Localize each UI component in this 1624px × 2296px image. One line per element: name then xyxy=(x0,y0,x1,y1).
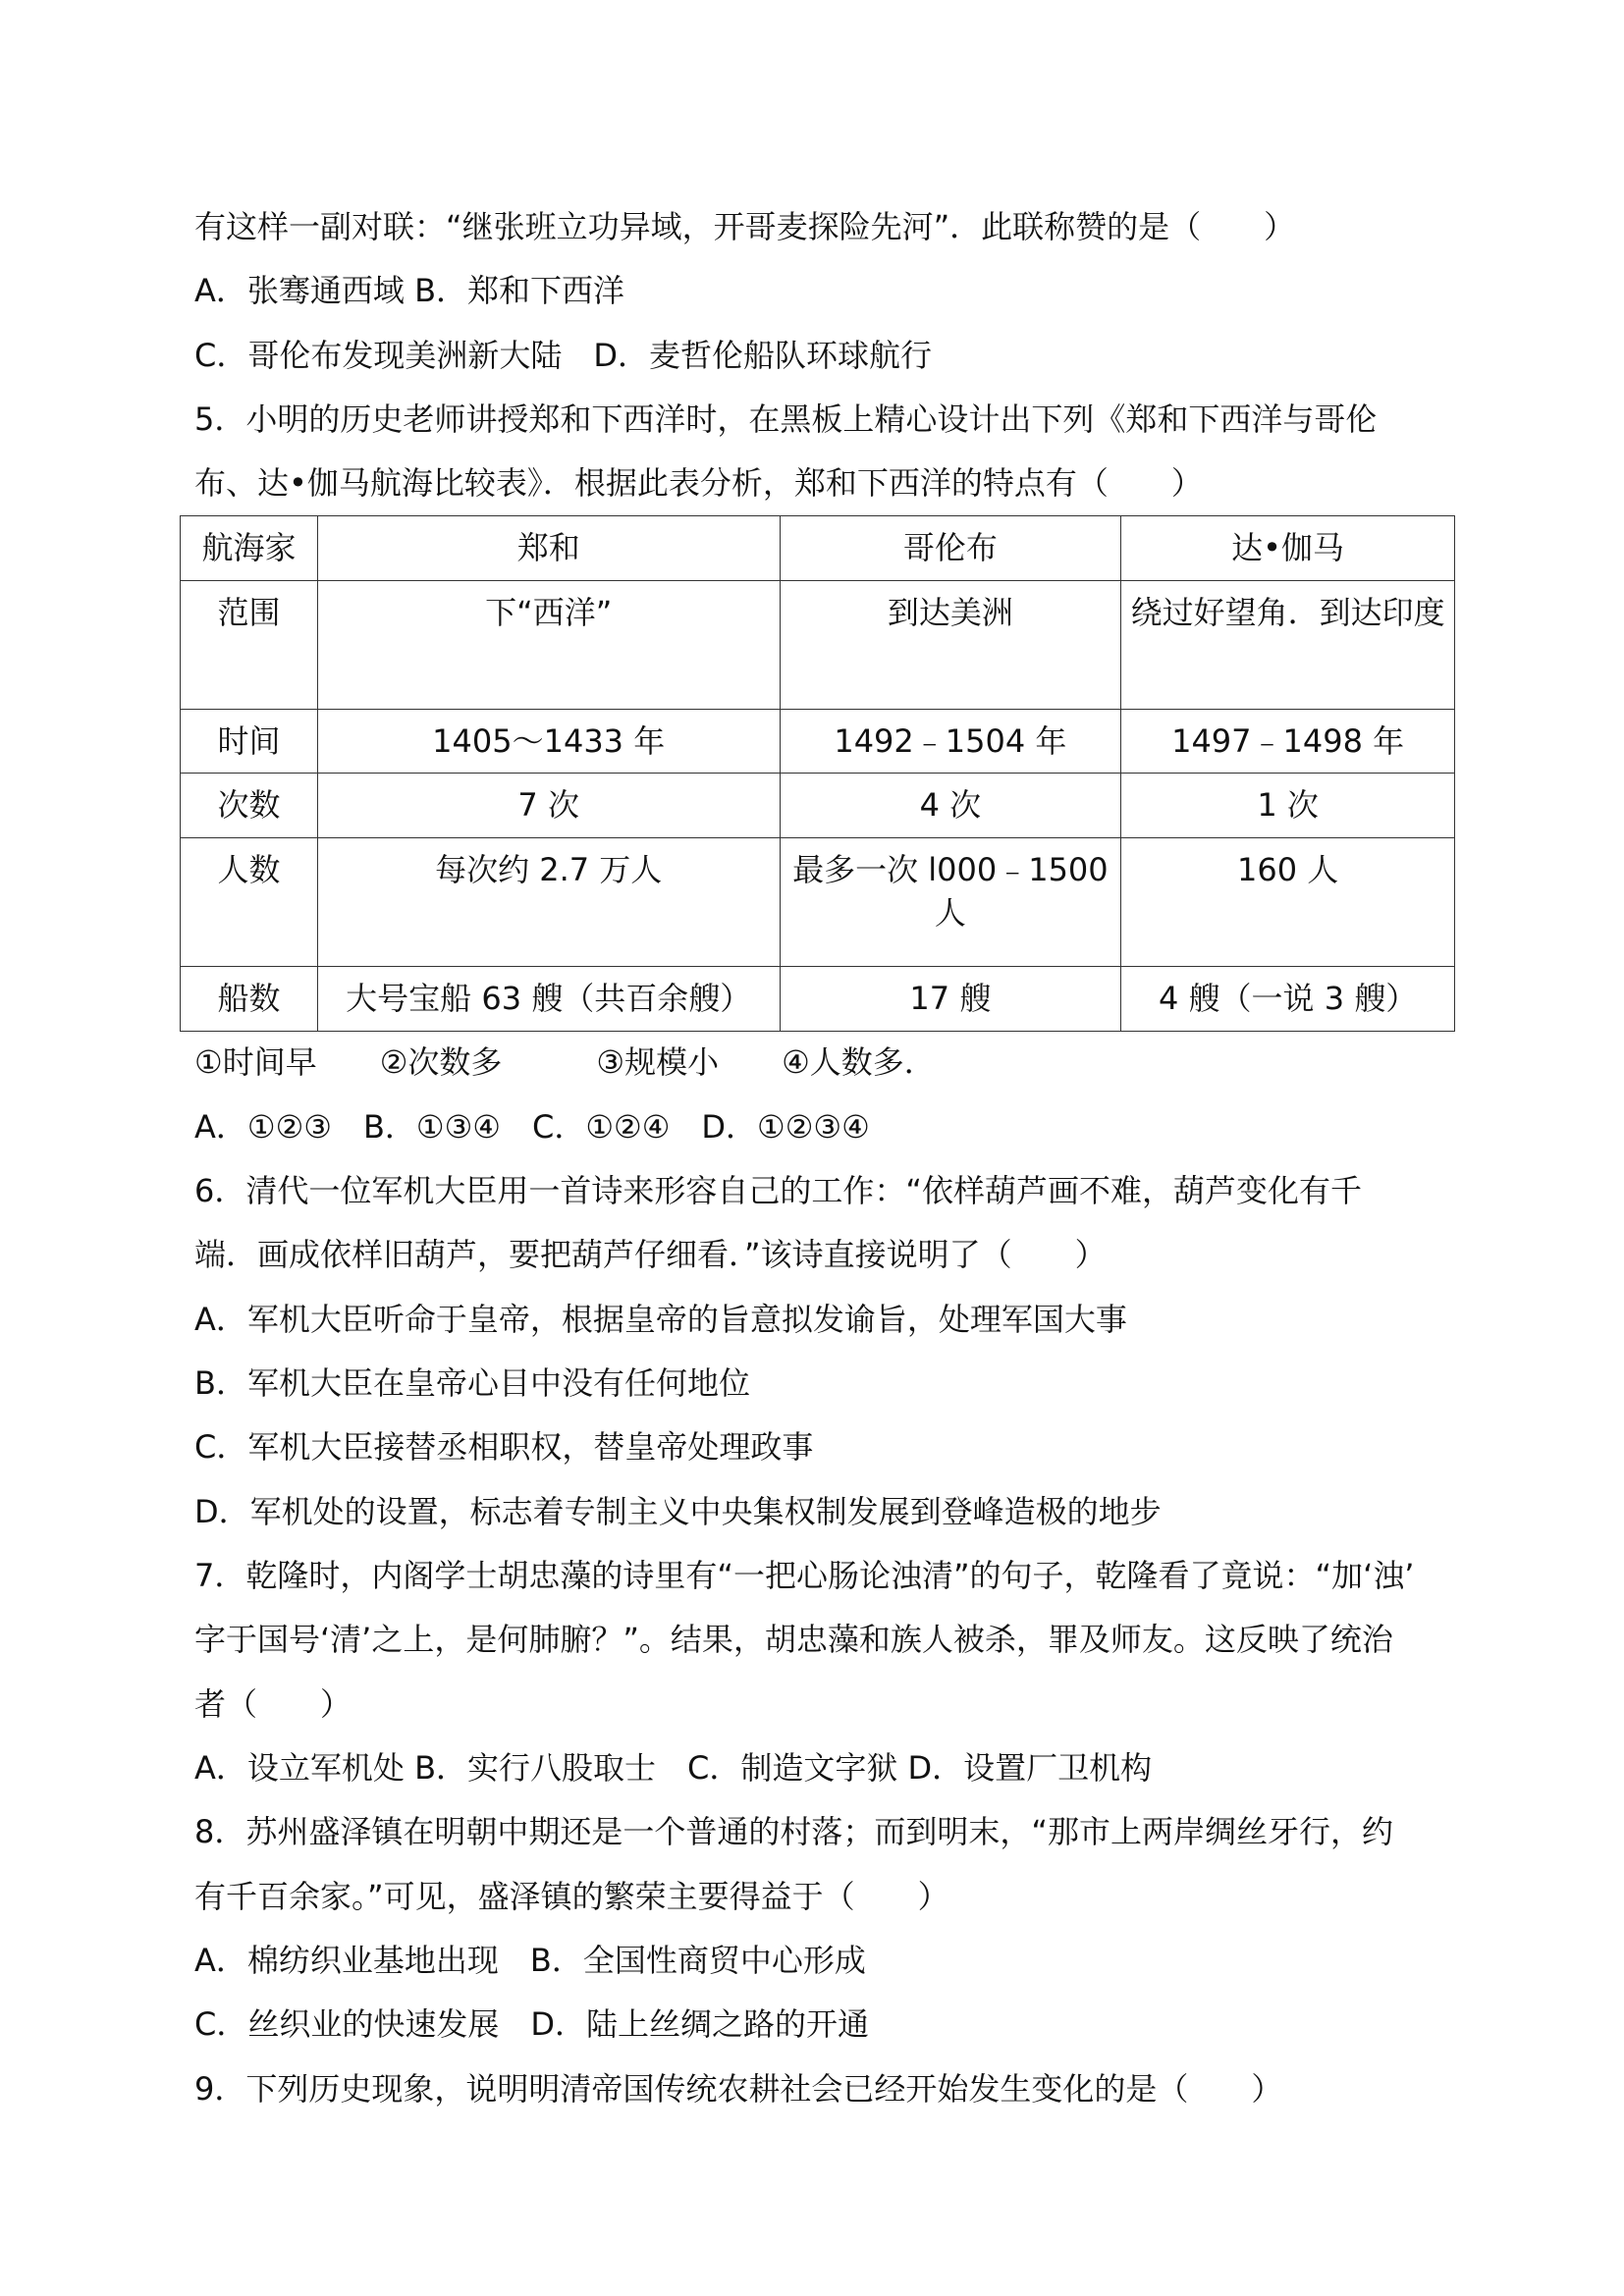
table-cell: 1 次 xyxy=(1121,774,1455,838)
q5-stem-line-2: 布、达•伽马航海比较表》．根据此表分析，郑和下西洋的特点有（ ） xyxy=(194,464,1203,502)
table-row xyxy=(181,581,1455,710)
q4-options-cd: C．哥伦布发现美洲新大陆 D．麦哲伦船队环球航行 xyxy=(194,337,932,374)
table-row xyxy=(181,838,1455,967)
q4-options-ab: A．张骞通西域 B．郑和下西洋 xyxy=(194,272,625,309)
table-row xyxy=(181,710,1455,774)
table-cell: 绕过好望角．到达印度 xyxy=(1121,581,1455,710)
q6-stem-line-2: 端．画成依样旧葫芦，要把葫芦仔细看．”该诗直接说明了（ ） xyxy=(194,1236,1107,1273)
q7-options: A．设立军机处 B．实行八股取士 C．制造文字狱 D．设置厂卫机构 xyxy=(194,1749,1153,1787)
voyage-comparison-table xyxy=(180,515,1455,1032)
table-cell: 1497﹣1498 年 xyxy=(1121,710,1455,774)
q4-stem: 有这样一副对联：“继张班立功异域，开哥麦探险先河”．此联称赞的是（ ） xyxy=(194,208,1296,245)
table-row-label: 范围 xyxy=(181,581,318,710)
table-cell: 大号宝船 63 艘（共百余艘） xyxy=(317,967,780,1032)
table-row-label: 次数 xyxy=(181,774,318,838)
table-cell: 到达美洲 xyxy=(780,581,1121,710)
q9-stem: 9．下列历史现象，说明明清帝国传统农耕社会已经开始发生变化的是（ ） xyxy=(194,2070,1283,2108)
table-row-label: 船数 xyxy=(181,967,318,1032)
table-cell: 最多一次 l000﹣1500 人 xyxy=(780,838,1121,967)
table-cell: 每次约 2.7 万人 xyxy=(317,838,780,967)
q7-stem-line-1: 7．乾隆时，内阁学士胡忠藻的诗里有“一把心肠论浊清”的句子，乾隆看了竟说：“加‘浊’ xyxy=(194,1557,1415,1594)
table-cell: 1492﹣1504 年 xyxy=(780,710,1121,774)
table-cell: 1405～1433 年 xyxy=(317,710,780,774)
q8-options-cd: C．丝织业的快速发展 D．陆上丝绸之路的开通 xyxy=(194,2005,869,2043)
table-row xyxy=(181,774,1455,838)
q8-options-ab: A．棉纺织业基地出现 B．全国性商贸中心形成 xyxy=(194,1942,866,1979)
q6-option-b: B．军机大臣在皇帝心目中没有任何地位 xyxy=(194,1364,750,1402)
q6-option-d: D．军机处的设置，标志着专制主义中央集权制发展到登峰造极的地步 xyxy=(194,1493,1162,1530)
q6-option-c: C．军机大臣接替丞相职权，替皇帝处理政事 xyxy=(194,1428,814,1466)
q8-stem-line-1: 8．苏州盛泽镇在明朝中期还是一个普通的村落；而到明末，“那市上两岸绸丝牙行，约 xyxy=(194,1813,1393,1850)
q7-stem-line-2: 字于国号‘清’之上，是何肺腑？”。结果，胡忠藻和族人被杀，罪及师友。这反映了统治 xyxy=(194,1621,1393,1658)
q5-stem-line-1: 5．小明的历史老师讲授郑和下西洋时，在黑板上精心设计出下列《郑和下西洋与哥伦 xyxy=(194,400,1378,438)
q6-option-a: A．军机大臣听命于皇帝，根据皇帝的旨意拟发谕旨，处理军国大事 xyxy=(194,1301,1127,1338)
q5-options: A．①②③ B．①③④ C．①②④ D．①②③④ xyxy=(194,1108,870,1146)
table-row xyxy=(181,967,1455,1032)
table-cell: 4 次 xyxy=(780,774,1121,838)
table-row-label: 人数 xyxy=(181,838,318,967)
table-cell: 17 艘 xyxy=(780,967,1121,1032)
table-header-row xyxy=(181,516,1455,581)
table-row-label: 时间 xyxy=(181,710,318,774)
table-cell: 下“西洋” xyxy=(317,581,780,710)
table-header-cell: 航海家 xyxy=(181,516,318,581)
table-header-cell: 郑和 xyxy=(317,516,780,581)
table-cell: 4 艘（一说 3 艘） xyxy=(1121,967,1455,1032)
table-cell: 7 次 xyxy=(317,774,780,838)
table-header-cell: 达•伽马 xyxy=(1121,516,1455,581)
q5-statements: ①时间早 ②次数多 ③规模小 ④人数多． xyxy=(194,1043,936,1081)
q8-stem-line-2: 有千百余家。”可见，盛泽镇的繁荣主要得益于（ ） xyxy=(194,1878,949,1915)
table-cell: 160 人 xyxy=(1121,838,1455,967)
q6-stem-line-1: 6．清代一位军机大臣用一首诗来形容自己的工作：“依样葫芦画不难，葫芦变化有千 xyxy=(194,1172,1362,1209)
table-header-cell: 哥伦布 xyxy=(780,516,1121,581)
q7-stem-line-3: 者（ ） xyxy=(194,1685,352,1723)
